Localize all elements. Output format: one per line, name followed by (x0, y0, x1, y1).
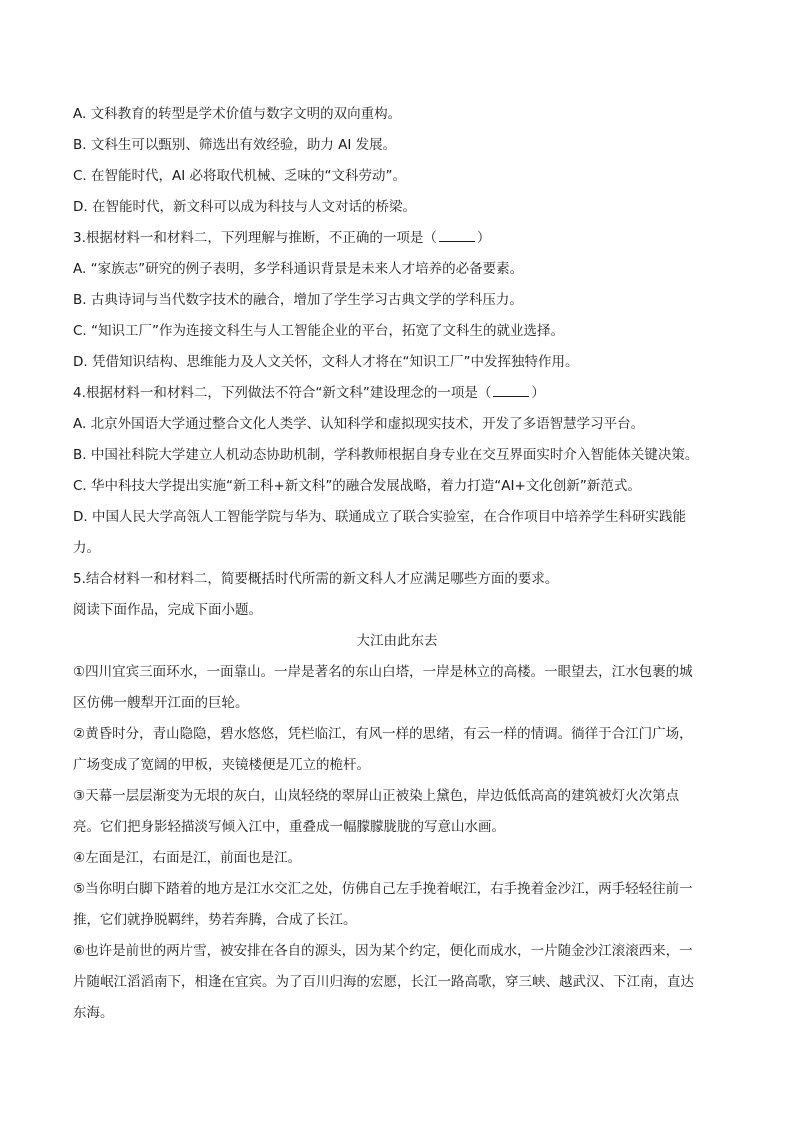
essay-p6-line-1: ⑥也许是前世的两片雪，被安排在各自的源头，因为某个约定，便化而成水，一片随金沙江滚滚西来，一 (73, 943, 693, 959)
essay-p2-line-2: 广场变成了宽阔的甲板，夹镜楼便是兀立的桅杆。 (73, 757, 370, 773)
q4-option-d-line-1: D. 中国人民大学高瓴人工智能学院与华为、联通成立了联合实验室，在合作项目中培养学生科研实践能 (73, 509, 686, 525)
q3-option-a: A. “家族志”研究的例子表明，多学科通识背景是未来人才培养的必备要素。 (73, 261, 524, 277)
essay-p6-line-2: 片随岷江滔滔南下，相逢在宜宾。为了百川归海的宏愿，长江一路高歌，穿三峡、越武汉、下江南，直达 (73, 974, 694, 990)
essay-p1-line-2: 区仿佛一艘犁开江面的巨轮。 (73, 695, 249, 711)
essay-p3-line-1: ③天幕一层层渐变为无垠的灰白，山岚轻绕的翠屏山正被染上黛色，岸边低低高高的建筑被灯火次第点 (73, 788, 680, 804)
essay-p3-line-2: 亮。它们把身影轻描淡写倾入江中，重叠成一幅朦朦胧胧的写意山水画。 (73, 819, 505, 835)
q2-option-c: C. 在智能时代，AI 必将取代机械、乏味的“文科劳动”。 (73, 168, 407, 184)
q4-answer-blank (493, 384, 529, 397)
essay-title: 大江由此东去 (356, 633, 438, 649)
q4-stem (73, 378, 721, 409)
essay-paragraph-2 (73, 719, 721, 781)
essay-paragraph-6 (73, 936, 721, 1029)
q3-option-c: C. “知识工厂”作为连接文科生与人工智能企业的平台，拓宽了文科生的就业选择。 (73, 323, 564, 339)
q4-stem-text: 4.根据材料一和材料二，下列做法不符合“新文科”建设理念的一项是（ (73, 385, 492, 401)
q2-option-d: D. 在智能时代，新文科可以成为科技与人文对话的桥梁。 (73, 199, 416, 215)
q3-option-d: D. 凭借知识结构、思维能力及人文关怀，文科人才将在“知识工厂”中发挥独特作用。 (73, 354, 579, 370)
essay-paragraph-1 (73, 657, 721, 719)
reading-intro: 阅读下面作品，完成下面小题。 (73, 602, 262, 618)
document-content (73, 99, 721, 1029)
essay-paragraph-5 (73, 874, 721, 936)
q5-stem: 5.结合材料一和材料二，简要概括时代所需的新文科人才应满足哪些方面的要求。 (73, 571, 559, 587)
q4-option-d (73, 502, 721, 564)
q3-answer-blank (439, 229, 475, 242)
q3-stem (73, 223, 721, 254)
essay-p5-line-1: ⑤当你明白脚下踏着的地方是江水交汇之处，仿佛自己左手挽着岷江，右手挽着金沙江，两手轻轻往前一 (73, 881, 693, 897)
q3-stem-text: 3.根据材料一和材料二，下列理解与推断，不正确的一项是（ (73, 230, 437, 246)
essay-p4-line-1: ④左面是江，右面是江，前面也是江。 (73, 850, 302, 866)
q4-option-d-line-2: 力。 (73, 540, 100, 556)
q4-option-c: C. 华中科技大学提出实施“新工科+新文科”的融合发展战略，着力打造“AI+文化创新”新范式。 (73, 478, 641, 494)
q4-option-a: A. 北京外国语大学通过整合文化人类学、认知科学和虚拟现实技术，开发了多语智慧学习平台。 (73, 416, 645, 432)
essay-p5-line-2: 推，它们就挣脱羁绊，势若奔腾，合成了长江。 (73, 912, 357, 928)
q3-stem-close: ） (476, 230, 491, 246)
essay-paragraph-4 (73, 843, 721, 874)
essay-paragraph-3 (73, 781, 721, 843)
essay-p1-line-1: ①四川宜宾三面环水，一面靠山。一岸是著名的东山白塔，一岸是林立的高楼。一眼望去，江水包裹的城 (73, 664, 693, 680)
q2-option-a: A. 文科教育的转型是学术价值与数字文明的双向重构。 (73, 106, 402, 122)
q3-option-b: B. 古典诗词与当代数字技术的融合，增加了学生学习古典文学的学科压力。 (73, 292, 523, 308)
q2-option-b: B. 文科生可以甄别、筛选出有效经验，助力 AI 发展。 (73, 137, 397, 153)
essay-p2-line-1: ②黄昏时分，青山隐隐，碧水悠悠，凭栏临江，有风一样的思绪，有云一样的情调。徜徉于合江门广场， (73, 726, 693, 742)
q4-stem-close: ） (531, 385, 545, 401)
q4-option-b: B. 中国社科院大学建立人机动态协助机制，学科教师根据自身专业在交互界面实时介入智能体关键决策。 (73, 447, 699, 463)
essay-p6-line-3: 东海。 (73, 1005, 114, 1021)
